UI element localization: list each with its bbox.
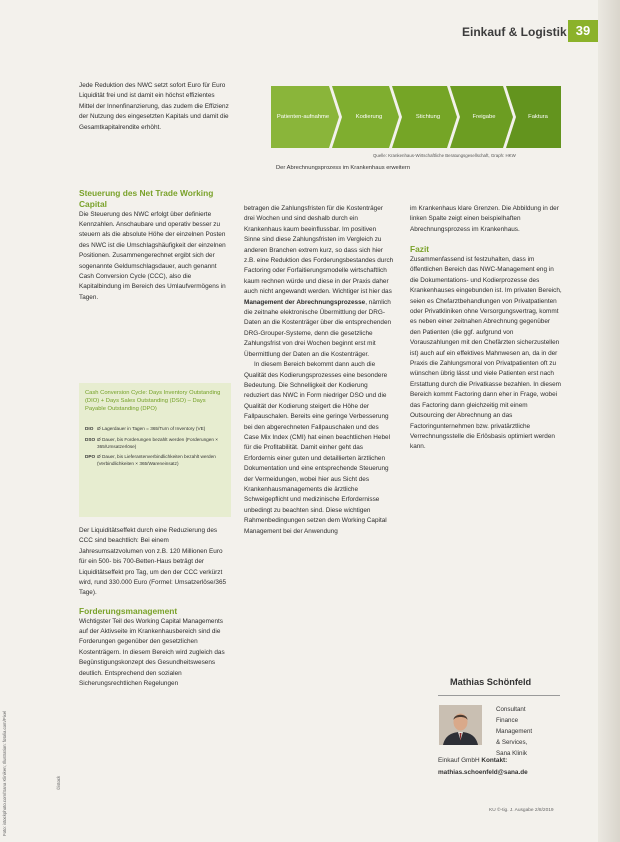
page-footer: KU ©-tig. J. Ausgabe 2/8/2019 [489, 808, 554, 813]
infobox-text: Ø Dauer, bis Lieferantenverbindlichkeiten bezahlt werden (Verbindlichkeiten × 365/Wareneinsatz) [97, 454, 216, 467]
infobox-item-dso [85, 437, 225, 451]
section-title: Einkauf & Logistik [462, 25, 567, 39]
diagram-source: Quelle: Krankenhaus-Wirtschaftliche Beratungsgesellschaft, Graph: HKW [373, 153, 516, 158]
step-label-5: Faktura [528, 114, 548, 120]
author-role [496, 704, 566, 759]
infobox-key: DSO [85, 436, 96, 442]
column-3 [410, 204, 562, 453]
intro-text: Jede Reduktion des NWC setzt sofort Euro für Euro Liquidität frei und ist damit ein höchst effizientes Mittel der Innenfinanzierung, das zudem die Effizienz der Nutzung des eingesetzten Kapitals und damit die Gesamtkapitalrendite erhöht. [79, 82, 229, 131]
step-label-3: Stichtung [415, 114, 441, 120]
process-diagram [271, 86, 561, 148]
infobox-text: Ø Dauer, bis Forderungen bezahlt werden (Forderungen × 365/Umsatzerlöse) [97, 436, 219, 449]
contact-label: Kontakt: [481, 757, 508, 764]
intro-paragraph [79, 81, 229, 133]
col3-paragraph-1: im Krankenhaus klare Grenzen. Die Abbildung in der linken Spalte zeigt einen beispielhaften Abrechnungsprozess im Krankenhaus. [410, 205, 559, 233]
col1-paragraph-3: Wichtigster Teil des Working Capital Managements auf der Aktivseite im Krankenhausbereich sind die Forderungen gegenüber den gesetzlichen Kostenträgern. In diesem Bereich wird zugleich das Begünstigungskonzept des Gesundheitswesens deutlich. Entsprechend den sozialen Sicherungsrechtlichen Regelungen [79, 617, 225, 688]
portrait-icon [439, 705, 482, 745]
contact-company: Einkauf GmbH [438, 757, 480, 764]
infobox-text: Ø Lagerdauer in Tagen = 365/Turn of Inventory (VE) [97, 426, 206, 431]
column-1 [79, 188, 229, 303]
heading-forderungsmanagement: Forderungsmanagement [79, 605, 178, 616]
infobox-list [85, 426, 225, 472]
infobox-item-dio [85, 426, 225, 433]
infobox-key: DPO [85, 454, 96, 460]
diagram-caption: Der Abrechnungsprozess im Krankenhaus erweitern [276, 165, 411, 171]
page-number: 39 [568, 20, 598, 42]
author-photo [439, 705, 482, 745]
col2-paragraph-2: In diesem Bereich bekommt dann auch die Qualität des Kodierungsprozesses eine besondere Bedeutung. Die Schnelligkeit der Kodierung reduziert das NWC in Form niedriger DSO und die Qualität der Kodierung steigert die Höhe der Fallpauschalen. Bereits eine geringe Verbesserung bei den abgerechneten Fallpauschalen und des Case Mix Index (CMI) hat einen beachtlichen Hebel für die Profitabilität. Damit einher geht das Erfordernis einer guten und detaillierten ärztlichen Dokumentation und eine entsprechende Steuerung der Vermeidungen, wobei hier aus Sicht des Krankenhausmanagements die ärztliche Schweigepflicht und medizinische Erfordernisse unbedingt zu beachten sind. Diese wichtigen Rahmenbedingungen setzen dem Working Capital Management bei der Anwendung [244, 361, 390, 535]
col1-paragraph-2: Der Liquiditätseffekt durch eine Reduzierung des CCC sind beachtlich: Bei einem Jahresumsatzvolumen von z.B. 120 Millionen Euro für ein 500- bis 700-Betten-Haus beträgt der Liquiditätseffekt pro Tag, um den der CCC verkürzt wird, rund 330.000 Euro (Formel: Umsatzerlöse/365 Tage). [79, 527, 227, 597]
heading-working-capital: Steuerung des Net Trade Working Capital [79, 188, 214, 209]
author-divider [438, 695, 560, 696]
col2-paragraph-1 [244, 204, 394, 360]
role-line: Management [496, 728, 533, 735]
side-credit-photo: ©istock [56, 775, 61, 790]
author-email[interactable]: mathias.schoenfeld@sana.de [438, 768, 528, 776]
role-line: Finance [496, 717, 519, 724]
col2-text-b: , nämlich die zeitnahe elektronische Übermittlung der DRG-Daten an die Kostenträger über die entsprechenden DRG-Grouper-Systeme, denn die gesetzliche Zahlungsfrist von drei Wochen beginnt erst mit Übermittlung der Daten an die Kostenträger. [244, 298, 392, 358]
heading-fazit: Fazit [410, 244, 430, 255]
ccc-infobox [79, 383, 231, 517]
side-credit: Foto: istockphoto.com/Sana Kliniken; Illustration: fotolia.com/Pixel [2, 710, 7, 836]
column-1-lower [79, 526, 229, 689]
col2-bold-term: Management der Abrechnungsprozesse [244, 298, 366, 306]
column-2 [244, 204, 394, 537]
col1-paragraph-1: Die Steuerung des NWC erfolgt über definierte Kennzahlen. Anschaubare und operativ besser zu steuern als die absolute Höhe der einzelnen Posten des NWC ist die Umschlagshäufigkeit der einzelnen Positionen. Zusammengerechnet ergibt sich der sogenannte Geldumschlagsdauer, auch genannt Cash Conversion Cycle (CCC), also die Kapitalbindung im Bereich des Umlaufvermögens in Tagen. [79, 210, 226, 301]
role-line: & Services, [496, 739, 528, 746]
author-name: Mathias Schönfeld [450, 677, 532, 687]
role-line: Sana Klinik [496, 750, 527, 757]
contact-line [438, 755, 528, 767]
step-label-2: Kodierung [355, 114, 383, 120]
role-line: Consultant [496, 706, 526, 713]
author-contact [438, 755, 528, 778]
col3-paragraph-2: Zusammenfassend ist festzuhalten, dass im öffentlichen Bereich das NWC-Management eng in die Dokumentations- und Kodierprozesse des Krankenhauses eingebunden ist. Im privaten Bereich, seien es Chefarztbehandlungen von Privatpatienten oder Privatkliniken ohne Versorgungsvertrag, kommt es neben einer zeitnahen Abrechnung gegenüber den Patienten (die ggf. aufgrund von Vorauszahlungen mit den Chefärzten sicherzustellen ist) auch auf ein effektives Mahnwesen an, da in der Praxis die Zahlungsmoral von Privatpatienten oft zu wünschen übrig lässt und viele Patienten erst nach Erstattung durch die Privatkasse bezahlen. In diesem Bereich kommt Factoring dann eher in Frage, wobei das Factoring dann gleichzeitig mit einem Outsourcing der Abrechnung an das Factoringunternehmen bzw. privatärztliche Verrechnungsstelle die Erlösbasis optimiert werden kann. [410, 256, 562, 451]
step-label-4: Freigabe [472, 114, 496, 120]
infobox-key: DIO [85, 426, 94, 431]
page-edge-shadow [598, 0, 620, 842]
infobox-title: Cash Conversion Cycle: Days Inventory Outstanding (DIO) + Days Sales Outstanding (DSO) – Days Payable Outstanding (DPO) [85, 390, 221, 412]
step-label-1: Patienten-aufnahme [276, 114, 330, 120]
infobox-item-dpo [85, 454, 225, 468]
col2-text-a: betragen die Zahlungsfristen für die Kostenträger drei Wochen und sind deshalb durch ein Krankenhaus kaum beeinflussbar. Im positiven Sinne sind diese Zahlungsfristen im Vergleich zu anderen Branchen extrem kurz, so dass sich hier z.B. eine Reduktion des Forderungsbestandes durch Factoring oder Forfaitierungsmodelle wirtschaftlich kaum rechnen würde und diese in der Praxis daher auch nicht angewandt werden. Wichtiger ist hier das [244, 205, 394, 296]
